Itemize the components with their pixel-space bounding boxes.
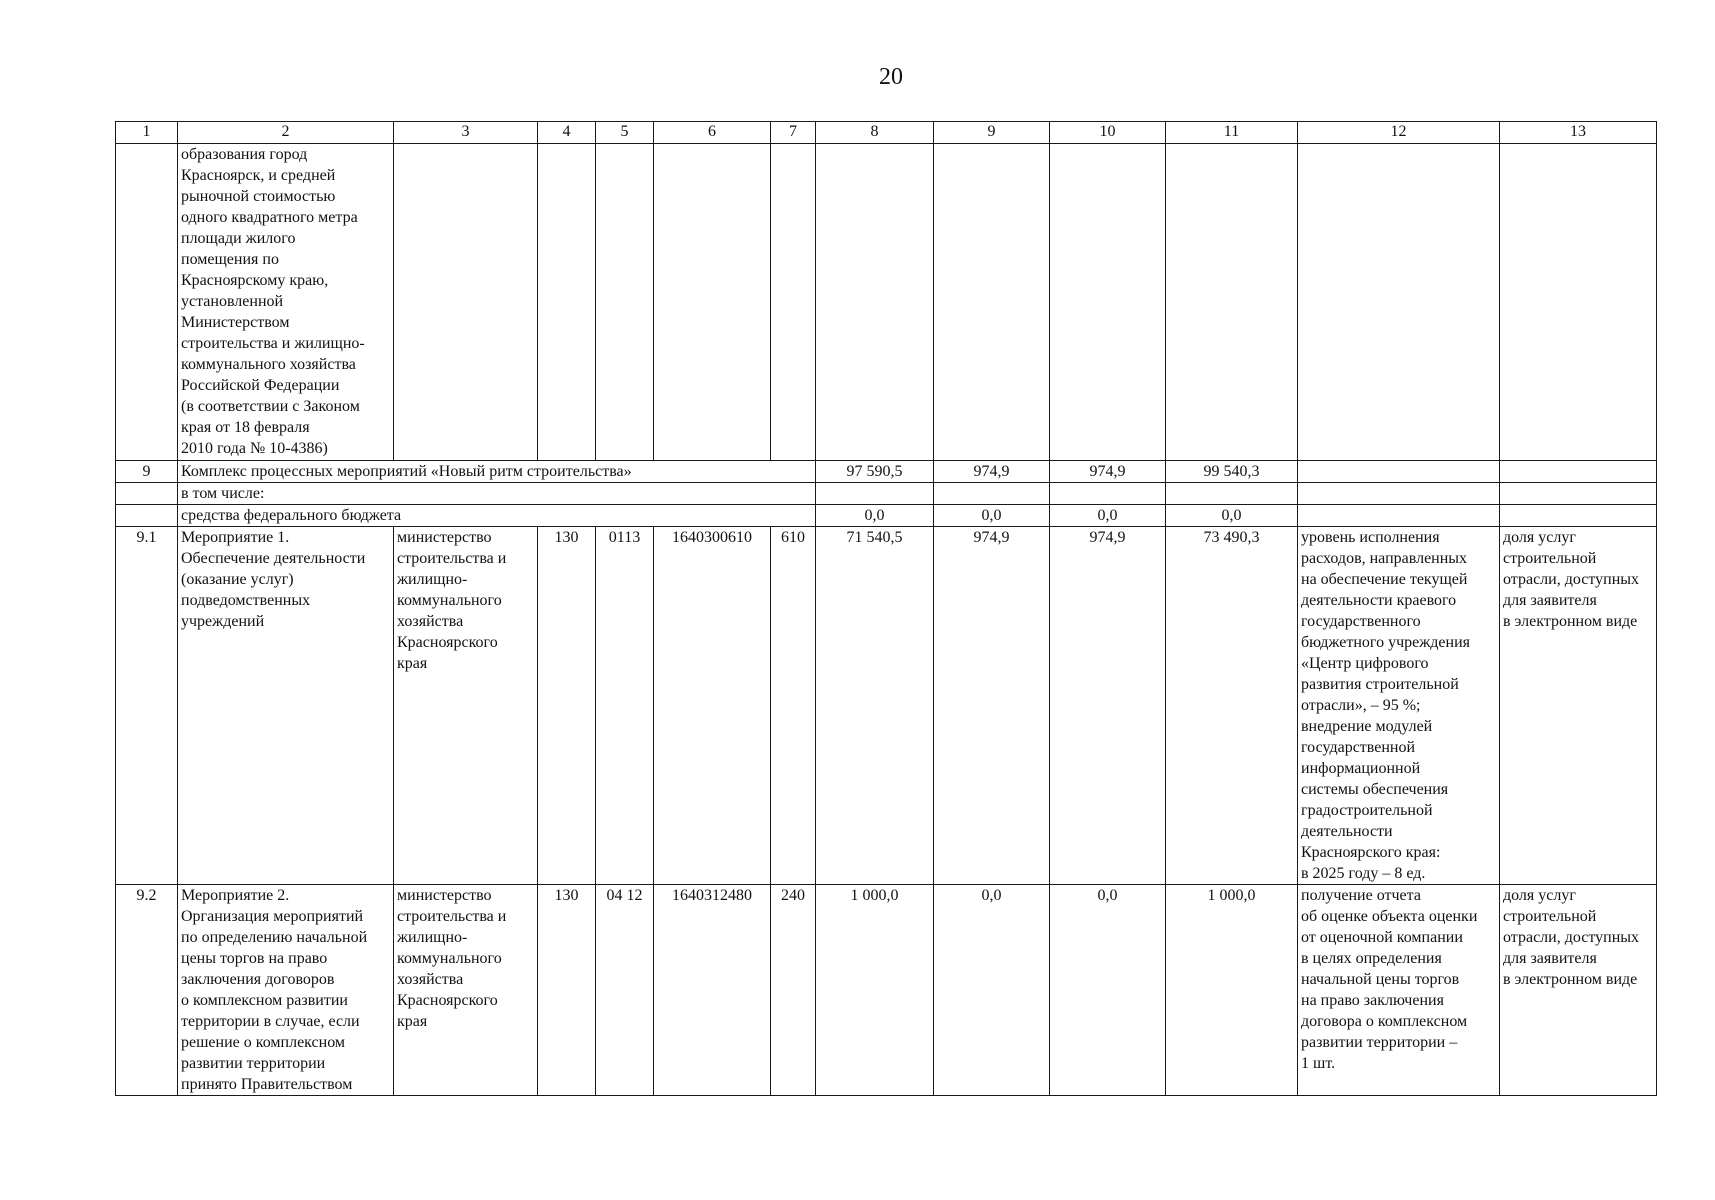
amount-col-8: 1 000,0 bbox=[816, 885, 934, 1096]
federal-value-10: 0,0 bbox=[1050, 505, 1166, 527]
header-col-11: 11 bbox=[1166, 122, 1298, 144]
amount-col-11: 73 490,3 bbox=[1166, 527, 1298, 885]
federal-value-11: 0,0 bbox=[1166, 505, 1298, 527]
code-expense-type: 240 bbox=[771, 885, 816, 1096]
row-number: 9.2 bbox=[116, 885, 178, 1096]
code-grbs: 130 bbox=[538, 527, 596, 885]
continuation-text: образования город Красноярск, и средней рыночной стоимостью одного квадратного метра площади жилого помещения по Красноярскому краю, установленной Министерством строительства и жилищно- коммунального хозяйства Российской Федерации (в соответствии с Законом края от 18 февраля 2010 года № 10-4386) bbox=[178, 144, 394, 461]
activity-name: Мероприятие 1. Обеспечение деятельности (оказание услуг) подведомственных учреждений bbox=[178, 527, 394, 885]
federal-budget-label: средства федерального бюджета bbox=[178, 505, 816, 527]
header-col-13: 13 bbox=[1500, 122, 1657, 144]
complex-total-9: 974,9 bbox=[934, 461, 1050, 483]
code-expense-type: 610 bbox=[771, 527, 816, 885]
header-col-3: 3 bbox=[394, 122, 538, 144]
table-row bbox=[116, 885, 1657, 1096]
header-col-8: 8 bbox=[816, 122, 934, 144]
code-target: 1640300610 bbox=[654, 527, 771, 885]
header-col-1: 1 bbox=[116, 122, 178, 144]
complex-total-11: 99 540,3 bbox=[1166, 461, 1298, 483]
header-col-5: 5 bbox=[596, 122, 654, 144]
expected-result: получение отчета об оценке объекта оценки от оценочной компании в целях определения начальной цены торгов на право заключения договора о комплексном развитии территории – 1 шт. bbox=[1298, 885, 1500, 1096]
header-col-9: 9 bbox=[934, 122, 1050, 144]
code-section: 04 12 bbox=[596, 885, 654, 1096]
complex-total-8: 97 590,5 bbox=[816, 461, 934, 483]
header-col-2: 2 bbox=[178, 122, 394, 144]
complex-number: 9 bbox=[116, 461, 178, 483]
row-number: 9.1 bbox=[116, 527, 178, 885]
header-row bbox=[116, 122, 1657, 144]
including-label: в том числе: bbox=[178, 483, 816, 505]
federal-value-9: 0,0 bbox=[934, 505, 1050, 527]
code-grbs: 130 bbox=[538, 885, 596, 1096]
expected-result: уровень исполнения расходов, направленных на обеспечение текущей деятельности краевого государственного бюджетного учреждения «Центр цифрового развития строительной отрасли», – 95 %; внедрение модулей государственной информационной системы обеспечения градостроительной деятельности Красноярского края: в 2025 году – 8 ед. bbox=[1298, 527, 1500, 885]
federal-budget-row bbox=[116, 505, 1657, 527]
amount-col-10: 974,9 bbox=[1050, 527, 1166, 885]
executor: министерство строительства и жилищно- коммунального хозяйства Красноярского края bbox=[394, 885, 538, 1096]
page-number: 20 bbox=[879, 64, 903, 90]
amount-col-8: 71 540,5 bbox=[816, 527, 934, 885]
amount-col-11: 1 000,0 bbox=[1166, 885, 1298, 1096]
complex-row bbox=[116, 461, 1657, 483]
header-col-7: 7 bbox=[771, 122, 816, 144]
target-indicator: доля услуг строительной отрасли, доступных для заявителя в электронном виде bbox=[1500, 885, 1657, 1096]
table-row bbox=[116, 527, 1657, 885]
complex-title: Комплекс процессных мероприятий «Новый ритм строительства» bbox=[178, 461, 816, 483]
amount-col-9: 0,0 bbox=[934, 885, 1050, 1096]
continuation-row bbox=[116, 144, 1657, 461]
amount-col-9: 974,9 bbox=[934, 527, 1050, 885]
header-col-12: 12 bbox=[1298, 122, 1500, 144]
activity-name: Мероприятие 2. Организация мероприятий по определению начальной цены торгов на право заключения договоров о комплексном развитии территории в случае, если решение о комплексном развитии территории принято Правительством bbox=[178, 885, 394, 1096]
header-col-10: 10 bbox=[1050, 122, 1166, 144]
header-col-4: 4 bbox=[538, 122, 596, 144]
header-col-6: 6 bbox=[654, 122, 771, 144]
including-row bbox=[116, 483, 1657, 505]
program-table bbox=[115, 121, 1657, 1096]
federal-value-8: 0,0 bbox=[816, 505, 934, 527]
complex-total-10: 974,9 bbox=[1050, 461, 1166, 483]
code-target: 1640312480 bbox=[654, 885, 771, 1096]
target-indicator: доля услуг строительной отрасли, доступных для заявителя в электронном виде bbox=[1500, 527, 1657, 885]
executor: министерство строительства и жилищно- коммунального хозяйства Красноярского края bbox=[394, 527, 538, 885]
code-section: 0113 bbox=[596, 527, 654, 885]
amount-col-10: 0,0 bbox=[1050, 885, 1166, 1096]
